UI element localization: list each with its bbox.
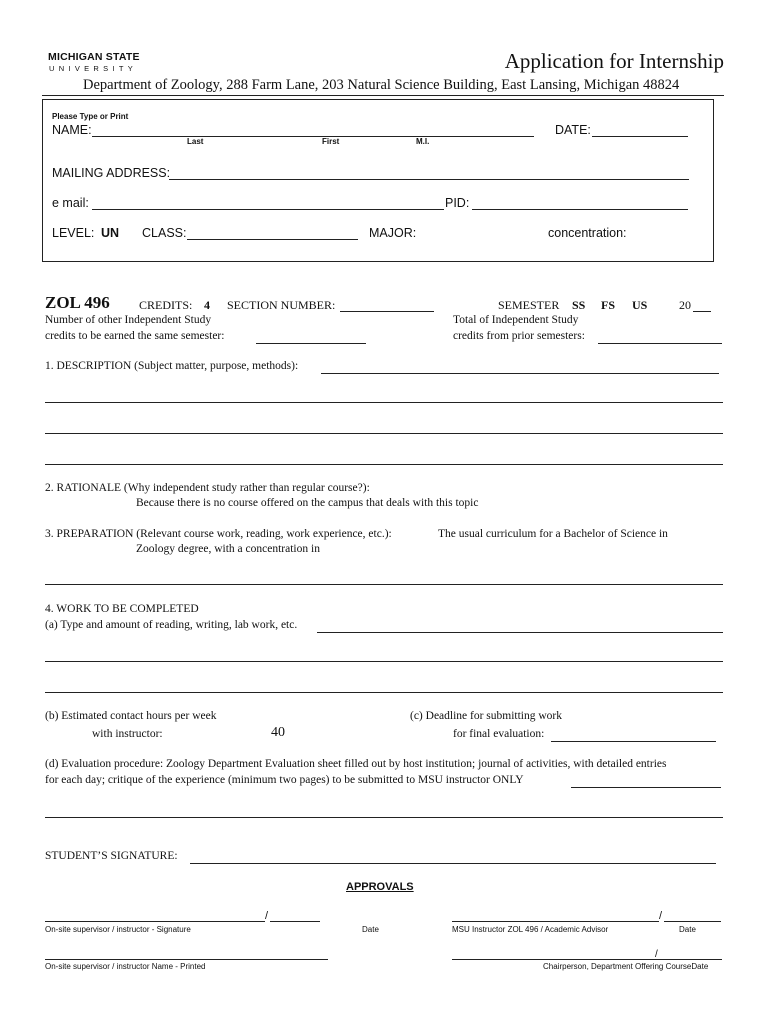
pid-field[interactable] <box>472 209 688 210</box>
concentration-label: concentration: <box>548 226 627 240</box>
semester-us[interactable]: US <box>632 298 648 312</box>
total-study-field[interactable] <box>598 343 722 344</box>
work-c-line1: (c) Deadline for submitting work <box>410 710 563 722</box>
work-a-label: (a) Type and amount of reading, writing, lab work, etc. <box>45 619 298 631</box>
preparation-answer-2: Zoology degree, with a concentration in <box>136 543 320 555</box>
email-label: e mail: <box>52 196 89 210</box>
university-logo-line2: UNIVERSITY <box>49 64 138 73</box>
work-label: 4. WORK TO BE COMPLETED <box>45 603 199 615</box>
onsite-signature-caption: On-site supervisor / instructor - Signature <box>45 925 191 934</box>
name-sub-mi: M.I. <box>416 137 430 146</box>
work-a-field[interactable] <box>317 632 723 633</box>
preparation-line[interactable] <box>45 584 723 585</box>
date-caption-1: Date <box>362 925 379 934</box>
mailing-address-field[interactable] <box>169 179 689 180</box>
year-field[interactable] <box>693 311 711 312</box>
other-study-field[interactable] <box>256 343 366 344</box>
credits-label: CREDITS: <box>139 298 193 312</box>
date-caption-2: Date <box>679 925 696 934</box>
date-label: DATE: <box>555 123 591 137</box>
slash-2: / <box>659 910 663 922</box>
onsite-name-field[interactable] <box>45 959 328 960</box>
onsite-name-caption: On-site supervisor / instructor Name - Printed <box>45 962 206 971</box>
name-sub-last: Last <box>187 137 204 146</box>
page-title: Application for Internship <box>504 49 724 73</box>
preparation-answer-1: The usual curriculum for a Bachelor of Science in <box>438 528 668 540</box>
preparation-label: 3. PREPARATION (Relevant course work, reading, work experience, etc.): <box>45 528 392 540</box>
rationale-answer: Because there is no course offered on the campus that deals with this topic <box>136 497 479 509</box>
semester-ss[interactable]: SS <box>572 298 586 312</box>
msu-instructor-field[interactable] <box>452 921 659 922</box>
description-line[interactable] <box>45 433 723 434</box>
work-d-field[interactable] <box>571 787 721 788</box>
approvals-heading: APPROVALS <box>346 881 414 893</box>
student-signature-label: STUDENT’S SIGNATURE: <box>45 850 178 862</box>
work-c-field[interactable] <box>551 741 716 742</box>
work-c-line2: for final evaluation: <box>453 728 545 740</box>
year-prefix: 20 <box>679 298 691 312</box>
work-b-value[interactable]: 40 <box>271 725 285 740</box>
pid-label: PID: <box>445 196 470 210</box>
mailing-address-label: MAILING ADDRESS: <box>52 166 171 180</box>
date-field[interactable] <box>592 136 688 137</box>
description-line[interactable] <box>45 402 723 403</box>
onsite-date-field[interactable] <box>270 921 320 922</box>
section-number-label: SECTION NUMBER: <box>227 298 336 312</box>
total-study-line1: Total of Independent Study <box>453 314 579 326</box>
slash-1: / <box>265 910 269 922</box>
onsite-signature-field[interactable] <box>45 921 265 922</box>
credits-value: 4 <box>204 298 210 312</box>
work-b-line1: (b) Estimated contact hours per week <box>45 710 217 722</box>
university-logo-line1: MICHIGAN STATE <box>48 51 140 63</box>
chairperson-field[interactable] <box>452 959 722 960</box>
msu-date-field[interactable] <box>664 921 721 922</box>
semester-label: SEMESTER <box>498 298 560 312</box>
department-address: Department of Zoology, 288 Farm Lane, 203 Natural Science Building, East Lansing, Michigan 48824 <box>83 77 680 93</box>
major-label: MAJOR: <box>369 226 417 240</box>
header-divider <box>42 95 724 96</box>
level-label: LEVEL: <box>52 226 95 240</box>
slash-3: / <box>655 949 658 960</box>
other-study-line1: Number of other Independent Study <box>45 314 212 326</box>
rationale-label: 2. RATIONALE (Why independent study rather than regular course?): <box>45 482 370 494</box>
work-a-line[interactable] <box>45 661 723 662</box>
work-d-line1: (d) Evaluation procedure: Zoology Department Evaluation sheet filled out by host institution; journal of activities, with detailed entries <box>45 758 667 770</box>
total-study-line2: credits from prior semesters: <box>453 330 585 342</box>
email-field[interactable] <box>92 209 444 210</box>
student-signature-field[interactable] <box>190 863 716 864</box>
work-d-line2: for each day; critique of the experience (minimum two pages) to be submitted to MSU instructor ONLY <box>45 774 524 786</box>
section-number-field[interactable] <box>340 311 434 312</box>
semester-fs[interactable]: FS <box>601 298 616 312</box>
class-field[interactable] <box>187 239 358 240</box>
description-line[interactable] <box>45 464 723 465</box>
other-study-line2: credits to be earned the same semester: <box>45 330 225 342</box>
name-sub-first: First <box>322 137 340 146</box>
level-value: UN <box>101 226 120 240</box>
name-field[interactable] <box>92 136 534 137</box>
name-label: NAME: <box>52 123 92 137</box>
description-field[interactable] <box>321 373 719 374</box>
description-label: 1. DESCRIPTION (Subject matter, purpose, methods): <box>45 360 299 372</box>
class-label: CLASS: <box>142 226 187 240</box>
work-b-line2: with instructor: <box>92 728 163 740</box>
work-a-line[interactable] <box>45 692 723 693</box>
instruction-text: Please Type or Print <box>52 112 129 121</box>
course-code: ZOL 496 <box>45 293 110 312</box>
work-d-line[interactable] <box>45 817 723 818</box>
msu-instructor-caption: MSU Instructor ZOL 496 / Academic Advisor <box>452 925 609 934</box>
chairperson-caption: Chairperson, Department Offering CourseDate <box>543 962 709 971</box>
